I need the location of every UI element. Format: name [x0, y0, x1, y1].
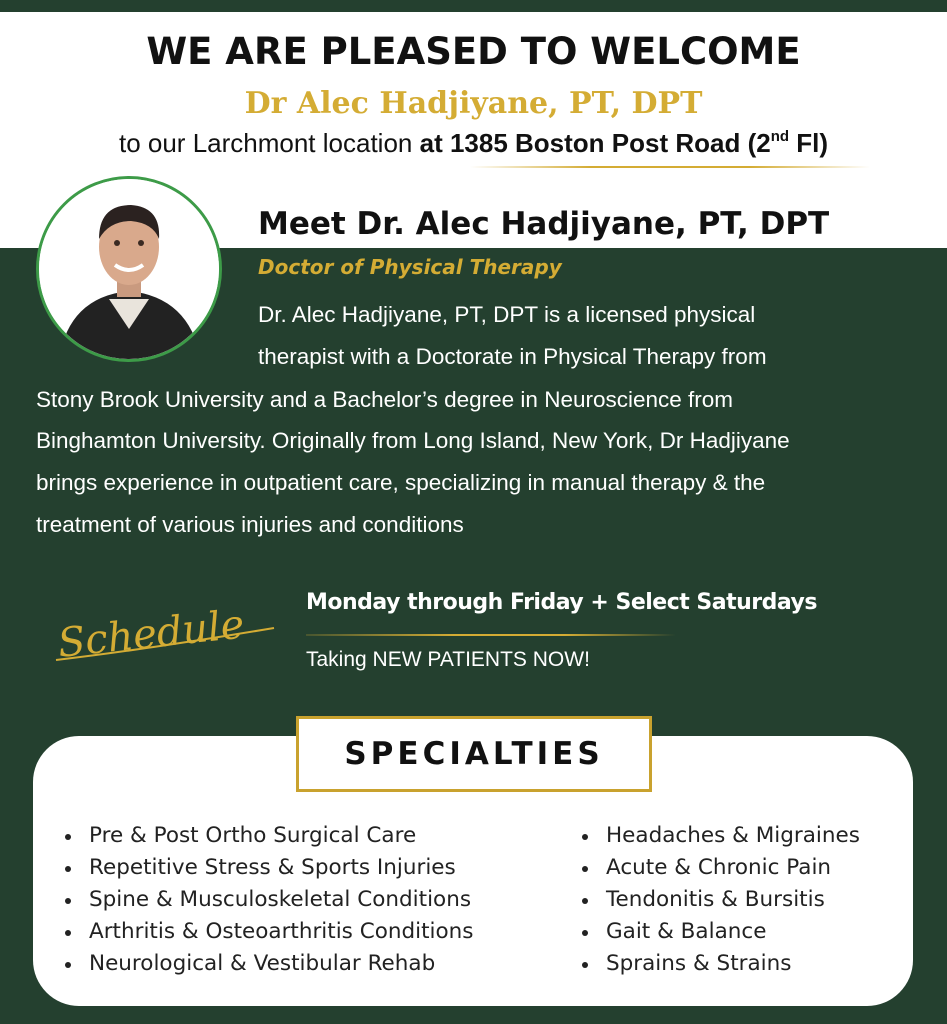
- specialties-list-right: [580, 820, 860, 980]
- specialties-heading-box: [296, 716, 652, 792]
- specialty-item: Spine & Musculoskeletal Conditions: [63, 884, 474, 916]
- bio-line: Dr. Alec Hadjiyane, PT, DPT is a licensed physical: [258, 302, 756, 327]
- svg-text:Schedule: Schedule: [55, 601, 247, 667]
- location-superscript: nd: [770, 128, 790, 145]
- schedule-divider: [306, 634, 676, 636]
- specialty-item: Sprains & Strains: [580, 948, 860, 980]
- specialties-list-left: [63, 820, 474, 980]
- specialty-item: Neurological & Vestibular Rehab: [63, 948, 474, 980]
- top-strip: [0, 0, 947, 12]
- doctor-name: Dr Alec Hadjiyane, PT, DPT: [244, 86, 703, 121]
- specialty-item: Repetitive Stress & Sports Injuries: [63, 852, 474, 884]
- specialty-item: Acute & Chronic Pain: [580, 852, 860, 884]
- meet-subtitle: Doctor of Physical Therapy: [258, 255, 562, 279]
- location-line: [0, 128, 947, 159]
- location-prefix: to our Larchmont location: [118, 128, 413, 158]
- bio-line: Binghamton University. Originally from Long Island, New York, Dr Hadjiyane: [36, 428, 790, 453]
- specialty-item: Gait & Balance: [580, 916, 860, 948]
- specialty-item: Pre & Post Ortho Surgical Care: [63, 820, 474, 852]
- specialty-item: Arthritis & Osteoarthritis Conditions: [63, 916, 474, 948]
- location-suffix: Fl): [796, 128, 829, 158]
- location-address: at 1385 Boston Post Road (2nd Fl): [419, 128, 829, 158]
- headline: WE ARE PLEASED TO WELCOME: [146, 30, 801, 73]
- doctor-portrait-icon: [39, 179, 219, 359]
- header-divider: [470, 166, 870, 168]
- bio-line: treatment of various injuries and conditions: [36, 512, 464, 537]
- specialties-title: SPECIALTIES: [344, 736, 604, 772]
- schedule-note: Taking NEW PATIENTS NOW!: [306, 648, 590, 671]
- schedule-days: Monday through Friday + Select Saturdays: [306, 590, 817, 615]
- bio-line: Stony Brook University and a Bachelor’s degree in Neuroscience from: [36, 387, 734, 412]
- specialty-item: Headaches & Migraines: [580, 820, 860, 852]
- bio-line: brings experience in outpatient care, specializing in manual therapy & the: [36, 470, 766, 495]
- meet-title: Meet Dr. Alec Hadjiyane, PT, DPT: [258, 206, 830, 242]
- doctor-photo: [36, 176, 222, 362]
- specialty-item: Tendonitis & Bursitis: [580, 884, 860, 916]
- schedule-script-logo: [52, 594, 280, 674]
- bio-line: therapist with a Doctorate in Physical Therapy from: [258, 344, 767, 369]
